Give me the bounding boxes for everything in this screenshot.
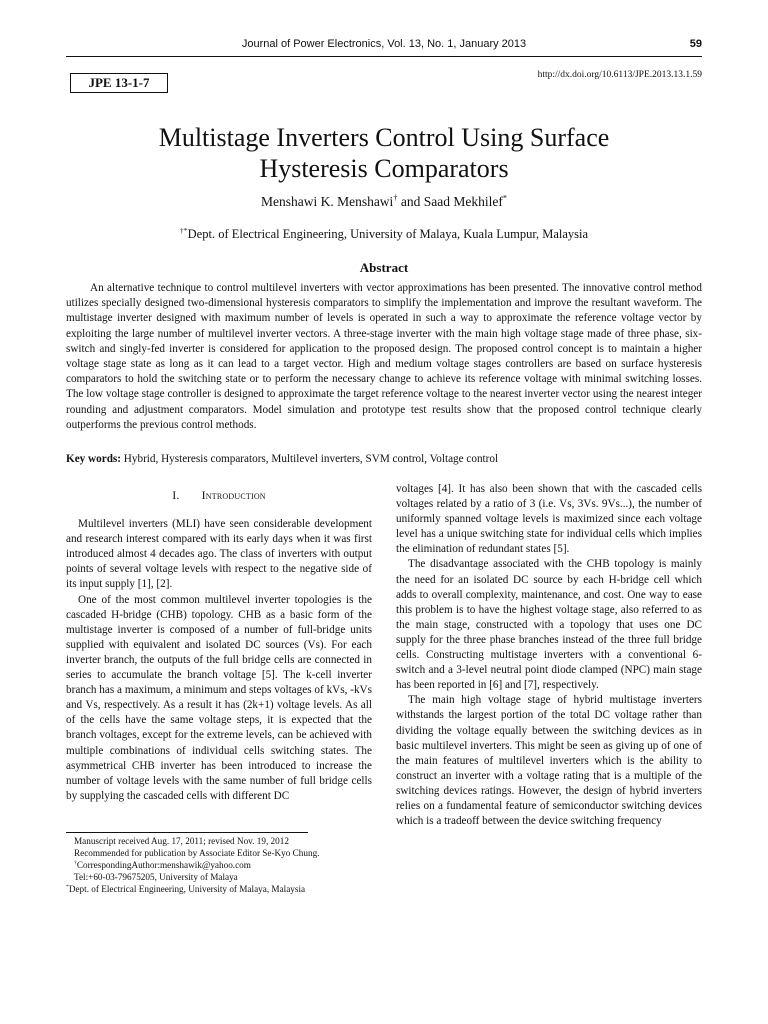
section-title: Introduction	[201, 488, 266, 502]
left-column	[66, 484, 372, 804]
affiliation-marks: †*	[179, 225, 188, 235]
title-line-1: Multistage Inverters Control Using Surface	[158, 123, 610, 152]
keywords-label: Key words:	[66, 453, 121, 465]
footnotes	[66, 835, 372, 895]
right-column	[396, 482, 702, 829]
affiliation	[60, 227, 708, 242]
footnote-tel: Tel:+60-03-79675205, University of Malaya	[74, 872, 238, 882]
header-rule	[66, 56, 702, 57]
author-list	[60, 194, 708, 210]
footnote-received: Manuscript received Aug. 17, 2011; revised Nov. 19, 2012	[74, 836, 289, 846]
author-connector: and	[397, 194, 424, 209]
paper-title	[60, 122, 708, 184]
article-code-box: JPE 13-1-7	[70, 73, 168, 93]
footnote-corresponding	[66, 859, 372, 871]
paragraph: Multilevel inverters (MLI) have seen considerable development and research interest compared with its early days when it was first introduced almost 4 decades ago. The class of inverters with output points of several voltage levels with respect to the negative side of its input supply [1], [2].	[66, 518, 372, 591]
page-number: 59	[689, 38, 702, 50]
section-number: I.	[172, 488, 180, 502]
abstract-heading: Abstract	[359, 260, 409, 275]
paragraph: The disadvantage associated with the CHB topology is mainly the need for an isolated DC source by each H-bridge cell which adds to overall complexity, maintenance, and cost. One way to ease this problem is to have the highest voltage stage, also referred to as the main stage, constructed with a topology that uses one DC supply for the three phase branches instead of the three full bridge cells. Constructing multistage inverters with a conventional 6-switch and a 3-level neutral point diode clamped (NPC) main stage has been reported in [6] and [7], respectively.	[396, 558, 702, 692]
paragraph: The main high voltage stage of hybrid multistage inverters withstands the largest portion of the total DC voltage rather than dividing the voltage equally between the switching devices as in basic multilevel inverters. This might be seen as giving up of one of the main features of multilevel inverters which is the ability to construct an inverter with a voltage rating that is a multiple of the switching devices ratings. However, the design of hybrid inverters relies on a fundamental feature of semiconductor switching devices which is a tradeoff between the device switching frequency	[396, 694, 702, 828]
author-1-mark: †	[393, 193, 398, 203]
author-2: Saad Mekhilef	[423, 194, 503, 209]
section-heading-introduction	[66, 488, 372, 503]
abstract-text: An alternative technique to control multilevel inverters with vector approximations has been presented. The innovative control method utilizes specially designed two-dimensional hysteresis comparators to simplify the implementation and improve the resultant waveform. The multistage inverter designed with maximum number of levels is operated in such a way to approximate the reference voltage vector by exploiting the large number of multilevel inverter vectors. A three-stage inverter with the main high voltage stage made of three phase, six-switch and singly-fed inverter is considered for application to the proposed design. The proposed control concept is to maintain a higher voltage stage state as long as it can lead to a target vector. High and medium voltage stages controllers are based on surface hysteresis comparators to hold the switching state or to perform the necessary change to achieve its reference voltage with minimal switching losses. The low voltage stage controller is designed to approximate the target reference voltage to the nearest inverter vector using the nearest integer rounding and adjustment comparators. Model simulation and prototype test results show that the proposed control technique clearly outperforms the previous control methods.	[66, 282, 702, 431]
footnote-mark: †	[74, 859, 77, 866]
abstract-body	[66, 281, 702, 433]
keywords-text: Hybrid, Hysteresis comparators, Multilevel inverters, SVM control, Voltage control	[121, 453, 499, 465]
footnote-dept-text: Dept. of Electrical Engineering, University of Malaya, Malaysia	[68, 884, 306, 894]
corresponding-email[interactable]: CorrespondingAuthor:menshawik@yahoo.com	[76, 860, 251, 870]
title-line-2: Hysteresis Comparators	[259, 154, 509, 183]
affiliation-text: Dept. of Electrical Engineering, University of Malaya, Kuala Lumpur, Malaysia	[187, 227, 589, 241]
footnote-mark: *	[66, 883, 69, 890]
paragraph: One of the most common multilevel inverter topologies is the cascaded H-bridge (CHB) topology. CHB as a basic form of the multistage inverter is composed of a number of full-bridge units supplied with equivalent and isolated DC sources (Vs). For each inverter branch, the outputs of the full bridge cells are connected in series to accumulate the branch voltage [5]. The k-cell inverter branch has a maximum, a minimum and steps voltages of kVs, -kVs and Vs, respectively. As a result it has (2k+1) voltage levels. As all of the cells have the same voltage steps, it is expected that the branch voltages, except for the extreme levels, can be achieved with multiple combinations of individual cells switching states. The asymmetrical CHB inverter has been introduced to increase the number of voltage levels with the same number of full bridge cells by supplying the cascaded cells with different DC	[66, 593, 372, 802]
doi-link[interactable]: http://dx.doi.org/10.6113/JPE.2013.13.1.59	[537, 70, 702, 80]
author-2-mark: *	[502, 193, 508, 203]
running-header	[66, 38, 702, 52]
footnote-dept	[66, 883, 372, 895]
footnote-editor: Recommended for publication by Associate Editor Se-Kyo Chung.	[74, 848, 320, 858]
footnote-rule	[66, 832, 308, 833]
author-1: Menshawi K. Menshawi	[260, 194, 394, 209]
journal-citation: Journal of Power Electronics, Vol. 13, No. 1, January 2013	[241, 38, 527, 50]
keywords	[66, 452, 702, 467]
paragraph: voltages [4]. It has also been shown that with the cascaded cells voltages related by a ratio of 3 (i.e. Vs, 3Vs. 9Vs...), the number of uniformly spanned voltage levels is maximized since each voltage level has a unique switching state for individual cells which implies the elimination of redundant states [5].	[396, 483, 702, 556]
